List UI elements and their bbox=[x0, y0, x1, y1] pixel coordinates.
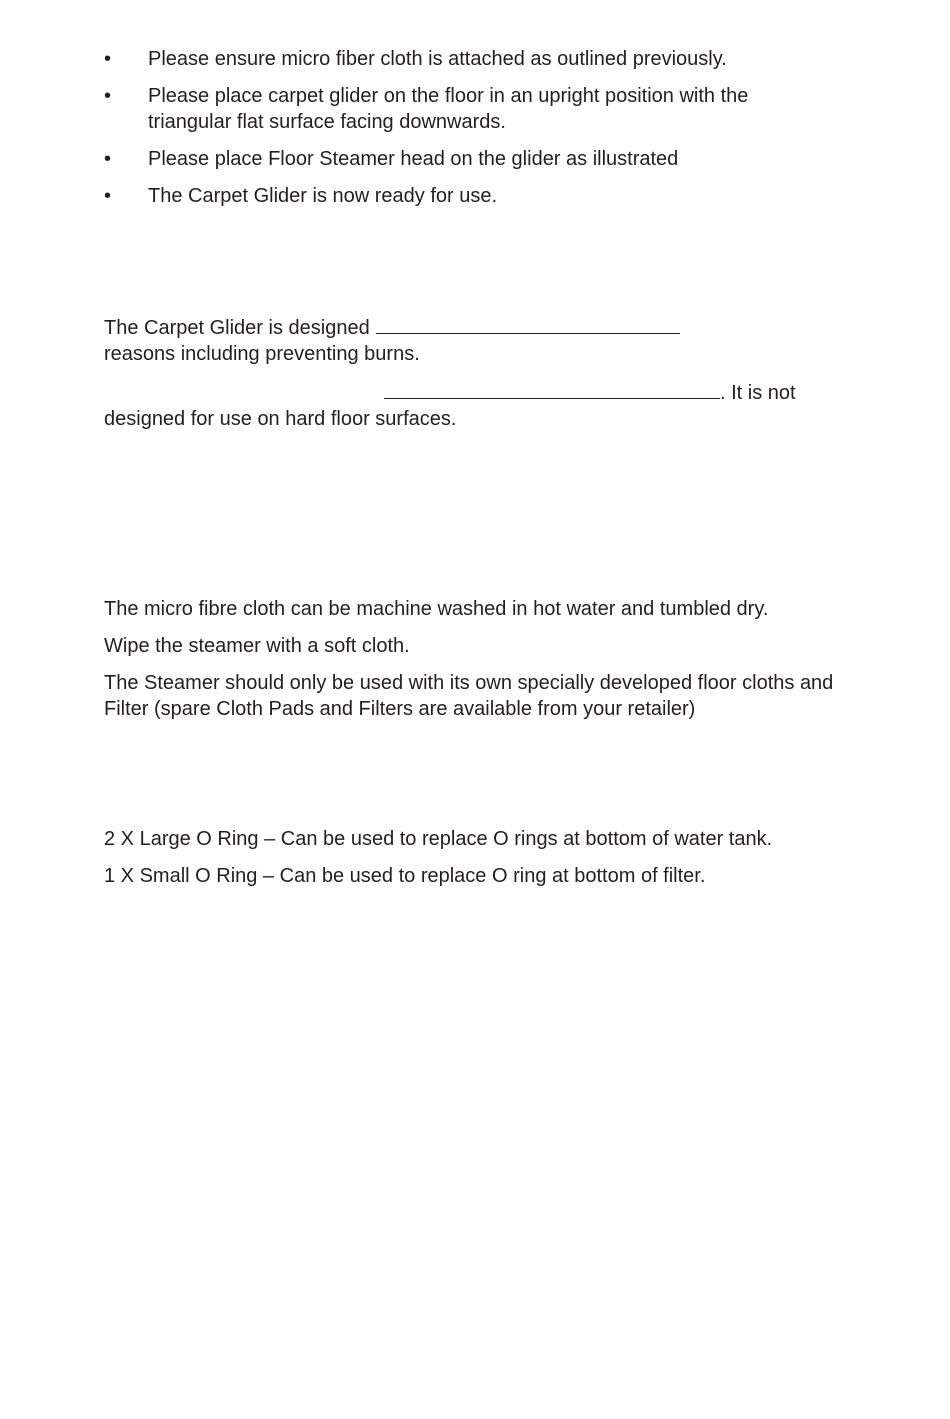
carpet-glider-line: reasons including preventing burns. bbox=[104, 343, 420, 365]
carpet-glider-line bbox=[104, 313, 864, 341]
care-paragraph: Wipe the steamer with a soft cloth. bbox=[104, 635, 410, 657]
carpet-glider-line: designed for use on hard floor surfaces. bbox=[104, 408, 457, 430]
carpet-glider-description bbox=[104, 313, 864, 432]
setup-step-text: Please ensure micro fiber cloth is attached as outlined previously. bbox=[148, 48, 727, 70]
fill-in-blank bbox=[384, 378, 720, 399]
setup-step bbox=[104, 146, 864, 172]
bullet-icon: • bbox=[104, 48, 112, 70]
setup-step bbox=[104, 83, 828, 135]
care-paragraph: The Steamer should only be used with its own specially developed floor cloths and Filter (spare Cloth Pads and Filters are available from your retailer) bbox=[104, 672, 834, 720]
setup-step-text: Please place Floor Steamer head on the glider as illustrated bbox=[148, 148, 679, 170]
bullet-icon: • bbox=[104, 85, 112, 107]
carpet-glider-text: The Carpet Glider is designed bbox=[104, 317, 370, 339]
spare-part-item: 1 X Small O Ring – Can be used to replace O ring at bottom of filter. bbox=[104, 865, 706, 887]
care-section bbox=[104, 596, 864, 733]
carpet-glider-text: . It is not bbox=[720, 382, 796, 404]
fill-in-blank bbox=[376, 313, 680, 334]
setup-step-text: Please place carpet glider on the floor in an upright position with the triangular flat surface facing downwards. bbox=[148, 85, 749, 133]
spare-part-item: 2 X Large O Ring – Can be used to replace O rings at bottom of water tank. bbox=[104, 828, 773, 850]
setup-step bbox=[104, 46, 864, 72]
carpet-glider-line bbox=[104, 378, 864, 406]
care-paragraph: The micro fibre cloth can be machine washed in hot water and tumbled dry. bbox=[104, 598, 769, 620]
bullet-icon: • bbox=[104, 148, 112, 170]
bullet-icon: • bbox=[104, 185, 112, 207]
setup-step bbox=[104, 183, 864, 209]
setup-step-text: The Carpet Glider is now ready for use. bbox=[148, 185, 498, 207]
setup-steps-list bbox=[104, 46, 864, 220]
spare-parts-section bbox=[104, 826, 864, 900]
